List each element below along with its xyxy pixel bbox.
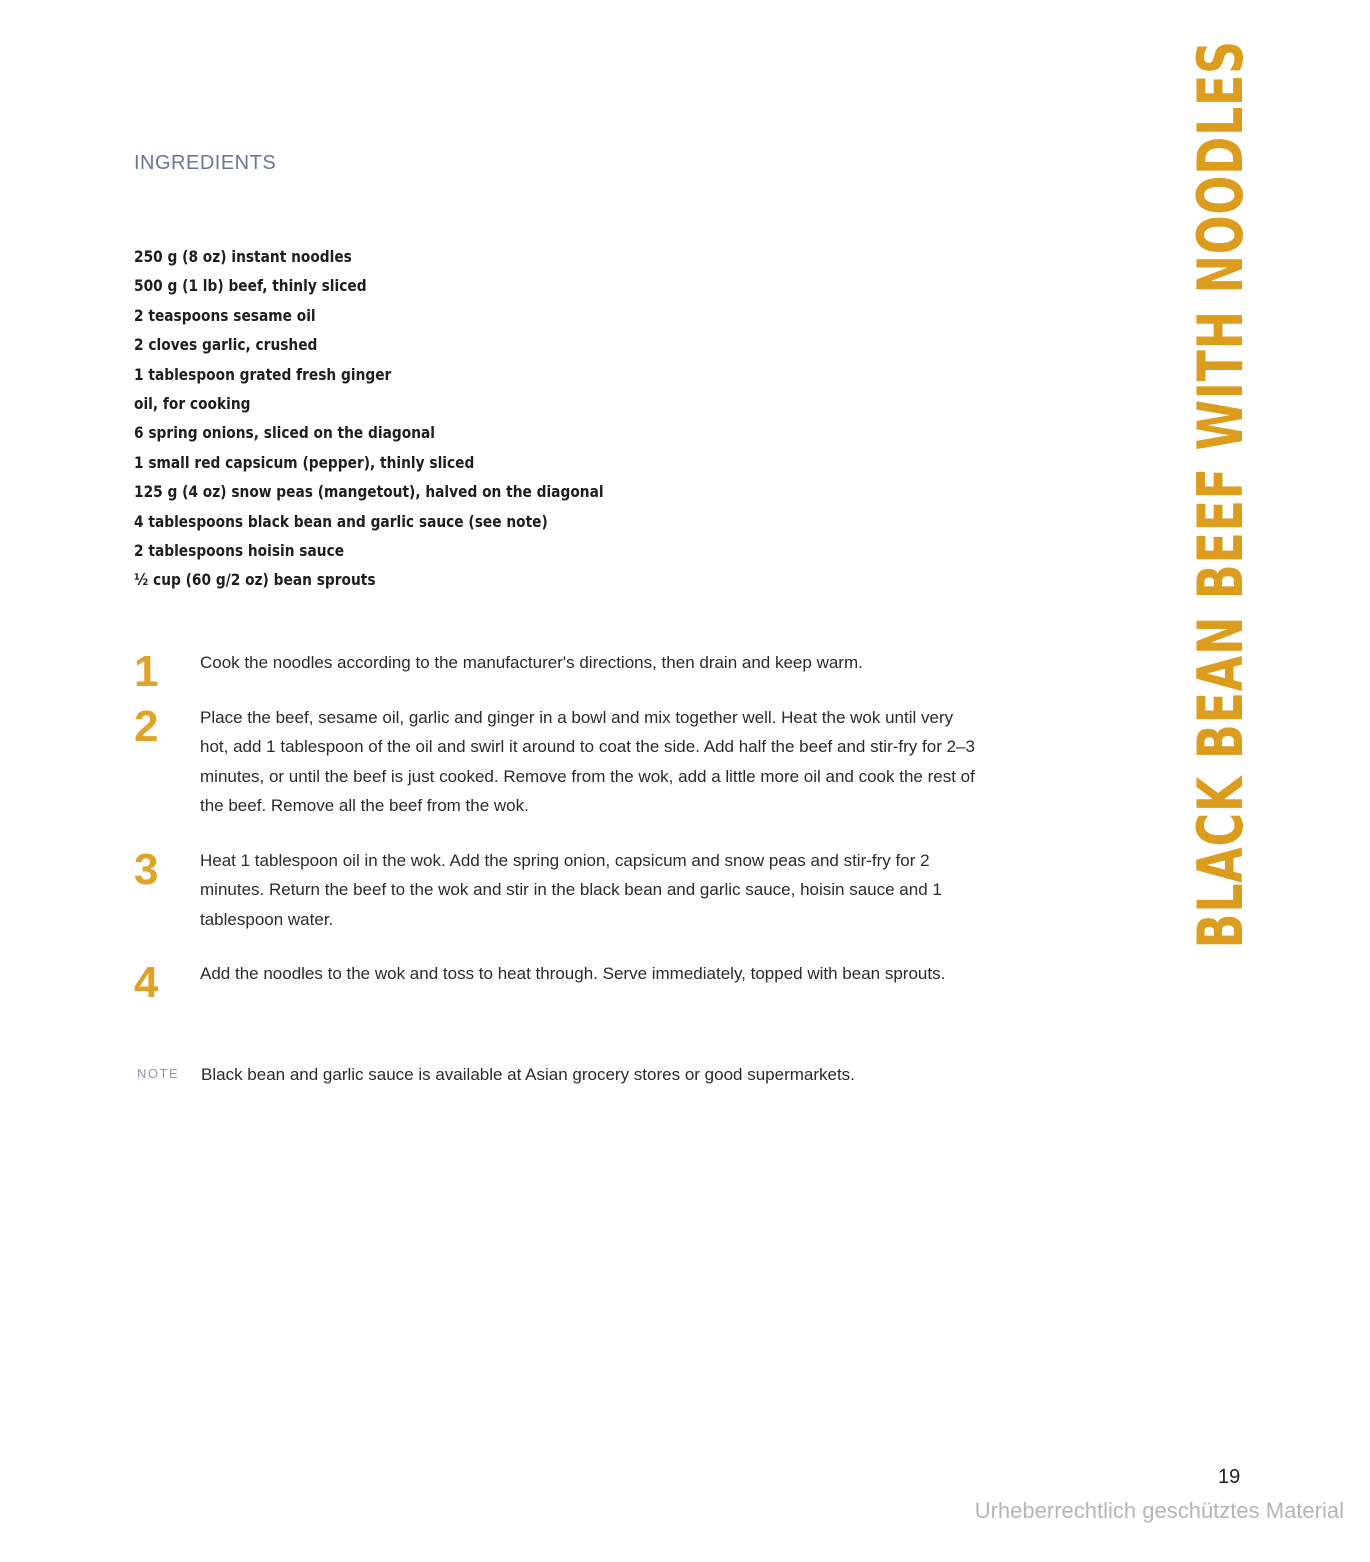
- method-step: [134, 958, 994, 1007]
- method-steps: [134, 648, 994, 1014]
- ingredient-item: oil, for cooking: [134, 393, 251, 413]
- ingredient-item: ½ cup (60 g/2 oz) bean sprouts: [134, 570, 376, 590]
- ingredient-item: 2 teaspoons sesame oil: [134, 305, 316, 325]
- ingredient-item: 250 g (8 oz) instant noodles: [134, 247, 352, 266]
- ingredient-item: 4 tablespoons black bean and garlic sauce (see note): [134, 511, 548, 531]
- note-label: NOTE: [137, 1066, 180, 1081]
- ingredient-item: 2 tablespoons hoisin sauce: [134, 540, 345, 560]
- method-step: [134, 703, 994, 821]
- ingredients-heading: INGREDIENTS: [134, 152, 277, 174]
- step-text: Heat 1 tablespoon oil in the wok. Add the spring onion, capsicum and snow peas and stir-fry for 2 minutes. Return the beef to the wok and stir in the black bean and garlic sauce, hoisin sauce and 1 tablespoon water.: [200, 850, 942, 929]
- step-number: 4: [134, 958, 159, 1007]
- note-text: Black bean and garlic sauce is available at Asian grocery stores or good supermarkets.: [201, 1065, 855, 1084]
- recipe-title: [1184, 40, 1257, 1108]
- step-text: Place the beef, sesame oil, garlic and ginger in a bowl and mix together well. Heat the wok until very hot, add 1 tablespoon of the oil and swirl it around to coat the side. Add half the beef and stir-fry for 2–3 minutes, or until the beef is just cooked. Remove from the wok, add a little more oil and cook the rest of the beef. Remove all the beef from the wok.: [200, 707, 975, 815]
- recipe-title-text: BLACK BEAN BEEF WITH NOODLES: [1184, 40, 1257, 949]
- ingredient-item: 6 spring onions, sliced on the diagonal: [134, 423, 436, 443]
- step-number: 2: [134, 701, 159, 751]
- step-text: Cook the noodles according to the manufacturer's directions, then drain and keep warm.: [200, 653, 863, 672]
- ingredient-item: 125 g (4 oz) snow peas (mangetout), halved on the diagonal: [134, 482, 604, 502]
- ingredient-item: 2 cloves garlic, crushed: [134, 335, 318, 355]
- page-number: 19: [1218, 1466, 1241, 1488]
- ingredient-item: 500 g (1 lb) beef, thinly sliced: [134, 276, 367, 296]
- ingredient-item: 1 tablespoon grated fresh ginger: [134, 364, 392, 384]
- method-step: [134, 846, 994, 935]
- method-step: [134, 647, 994, 696]
- step-text: Add the noodles to the wok and toss to heat through. Serve immediately, topped with bean sprouts.: [200, 964, 946, 983]
- ingredient-item: 1 small red capsicum (pepper), thinly sliced: [134, 452, 475, 472]
- step-number: 1: [134, 647, 159, 696]
- ingredient-list: [134, 242, 680, 595]
- step-number: 3: [134, 844, 159, 894]
- copyright-watermark: Urheberrechtlich geschütztes Material: [974, 1498, 1344, 1523]
